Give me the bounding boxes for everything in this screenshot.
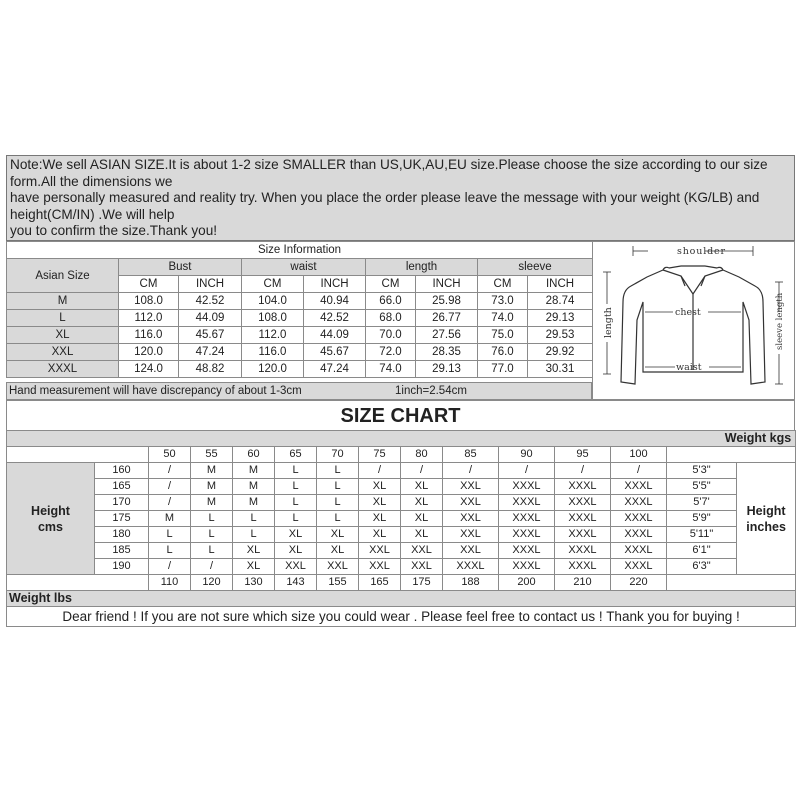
size-cell: XL	[401, 479, 443, 495]
measurement-cell: 45.67	[304, 344, 366, 361]
unit-header: CM	[242, 276, 304, 293]
measurement-cell: 112.0	[119, 310, 179, 327]
unit-header: INCH	[416, 276, 478, 293]
measurement-cell: 44.09	[304, 327, 366, 344]
kg-value: 100	[611, 447, 667, 463]
size-cell: L	[233, 527, 275, 543]
lbs-value: 188	[443, 575, 499, 591]
size-cell: M	[233, 463, 275, 479]
lbs-value: 130	[233, 575, 275, 591]
measurement-cell: 116.0	[119, 327, 179, 344]
measurement-cell: 28.35	[416, 344, 478, 361]
kg-value: 95	[555, 447, 611, 463]
height-row	[7, 527, 796, 543]
size-cell: L	[191, 511, 233, 527]
size-cell: XL	[401, 495, 443, 511]
size-cell: /	[149, 479, 191, 495]
lbs-values-row	[7, 575, 796, 591]
measurement-cell: 74.0	[366, 361, 416, 378]
size-cell: XXXL	[499, 527, 555, 543]
height-cms-line: cms	[37, 519, 64, 534]
weight-lbs-row	[7, 591, 796, 607]
size-cell: L	[191, 543, 233, 559]
measurement-cell: 29.53	[528, 327, 593, 344]
shirt-measurement-diagram	[592, 241, 795, 400]
size-note	[6, 155, 795, 241]
size-cell: M	[191, 495, 233, 511]
height-row	[7, 463, 796, 479]
size-cell: XXXL	[555, 559, 611, 575]
kg-value: 80	[401, 447, 443, 463]
unit-header: INCH	[304, 276, 366, 293]
kg-value: 55	[191, 447, 233, 463]
note-line: you to confirm the size.Thank you!	[10, 223, 218, 238]
size-cell: XXL	[443, 479, 499, 495]
size-cell: XXXL	[611, 543, 667, 559]
height-row	[7, 543, 796, 559]
measurement-cell: 25.98	[416, 293, 478, 310]
footer-row	[7, 607, 796, 627]
height-cm-value: 185	[95, 543, 149, 559]
empty-cell	[667, 575, 796, 591]
size-row	[7, 361, 593, 378]
weight-kgs-header-row	[7, 431, 796, 447]
measurement-cell: 112.0	[242, 327, 304, 344]
chest-label: chest	[675, 307, 701, 318]
size-cell: XXXL	[499, 543, 555, 559]
size-cell: XXXL	[611, 479, 667, 495]
group-header: length	[366, 259, 478, 276]
note-line: have personally measured and reality try. When you place the order please leave the message with your weight (KG/LB) and height(CM/IN) .We will help	[10, 190, 760, 222]
measurement-cell: 45.67	[179, 327, 242, 344]
measurement-cell: 116.0	[242, 344, 304, 361]
size-cell: /	[191, 559, 233, 575]
unit-header: CM	[478, 276, 528, 293]
size-label-cell: XXL	[7, 344, 119, 361]
size-cell: XXXL	[499, 495, 555, 511]
group-header: waist	[242, 259, 366, 276]
kg-values-row	[7, 447, 796, 463]
size-cell: XXL	[443, 495, 499, 511]
size-cell: XXXL	[611, 527, 667, 543]
size-cell: L	[191, 527, 233, 543]
empty-cell	[7, 575, 149, 591]
height-row	[7, 479, 796, 495]
shoulder-label: shoulder	[677, 246, 725, 257]
size-cell: XXXL	[555, 527, 611, 543]
measurement-cell: 72.0	[366, 344, 416, 361]
measurement-cell: 29.13	[416, 361, 478, 378]
lbs-value: 110	[149, 575, 191, 591]
size-cell: L	[317, 495, 359, 511]
size-cell: XL	[359, 527, 401, 543]
length-label: length	[603, 307, 614, 338]
height-inch-value: 5'9"	[667, 511, 737, 527]
size-cell: XXL	[359, 559, 401, 575]
lbs-value: 175	[401, 575, 443, 591]
size-label-cell: M	[7, 293, 119, 310]
measurement-cell: 75.0	[478, 327, 528, 344]
weight-lbs-label: Weight lbs	[7, 591, 796, 607]
empty-cell	[7, 447, 149, 463]
size-cell: /	[401, 463, 443, 479]
measurement-cell: 28.74	[528, 293, 593, 310]
height-inch-value: 6'3"	[667, 559, 737, 575]
size-cell: XXXL	[443, 559, 499, 575]
size-chart-title: SIZE CHART	[6, 400, 795, 430]
measurement-cell: 73.0	[478, 293, 528, 310]
size-cell: XL	[233, 543, 275, 559]
measurement-cell: 74.0	[478, 310, 528, 327]
unit-header: CM	[366, 276, 416, 293]
size-label-cell: L	[7, 310, 119, 327]
size-cell: M	[233, 495, 275, 511]
measurement-cell: 30.31	[528, 361, 593, 378]
height-row	[7, 559, 796, 575]
sleeve-length-label: sleeve length	[775, 292, 785, 350]
size-cell: L	[149, 527, 191, 543]
size-cell: XXL	[443, 543, 499, 559]
shirt-icon	[593, 242, 794, 399]
kg-value: 65	[275, 447, 317, 463]
measurement-cell: 104.0	[242, 293, 304, 310]
kg-value: 90	[499, 447, 555, 463]
measurement-cell: 120.0	[119, 344, 179, 361]
size-cell: /	[149, 495, 191, 511]
lbs-value: 210	[555, 575, 611, 591]
group-header: sleeve	[478, 259, 593, 276]
size-cell: L	[233, 511, 275, 527]
empty-cell	[667, 447, 796, 463]
size-cell: L	[149, 543, 191, 559]
weight-kgs-label: Weight kgs	[7, 431, 796, 447]
size-cell: XXXL	[499, 511, 555, 527]
size-cell: XL	[317, 543, 359, 559]
height-cms-label	[7, 463, 95, 575]
height-cms-line: Height	[31, 503, 70, 518]
measurement-cell: 70.0	[366, 327, 416, 344]
measurement-cell: 42.52	[179, 293, 242, 310]
height-inch-value: 5'7'	[667, 495, 737, 511]
size-cell: /	[443, 463, 499, 479]
lbs-value: 165	[359, 575, 401, 591]
height-cm-value: 180	[95, 527, 149, 543]
size-cell: /	[499, 463, 555, 479]
measurement-cell: 76.0	[478, 344, 528, 361]
size-cell: XL	[275, 527, 317, 543]
size-label-cell: XL	[7, 327, 119, 344]
height-cm-value: 165	[95, 479, 149, 495]
measurement-cell: 108.0	[119, 293, 179, 310]
waist-label: waist	[676, 362, 702, 373]
size-cell: XXL	[443, 511, 499, 527]
height-row	[7, 511, 796, 527]
size-cell: M	[233, 479, 275, 495]
size-cell: XXXL	[611, 495, 667, 511]
measurement-cell: 47.24	[304, 361, 366, 378]
size-cell: XL	[317, 527, 359, 543]
measurement-cell: 40.94	[304, 293, 366, 310]
size-row	[7, 344, 593, 361]
size-cell: XL	[401, 527, 443, 543]
height-inch-value: 5'3"	[667, 463, 737, 479]
size-cell: /	[149, 559, 191, 575]
inch-conversion-note: 1inch=2.54cm	[395, 385, 467, 397]
size-cell: /	[555, 463, 611, 479]
measurement-cell: 120.0	[242, 361, 304, 378]
height-inch-value: 6'1"	[667, 543, 737, 559]
size-cell: XXXL	[555, 511, 611, 527]
measurement-cell: 26.77	[416, 310, 478, 327]
measurement-cell: 77.0	[478, 361, 528, 378]
height-cm-value: 160	[95, 463, 149, 479]
measurement-cell: 29.13	[528, 310, 593, 327]
size-cell: XXL	[359, 543, 401, 559]
size-information-table	[6, 241, 593, 378]
size-cell: L	[317, 463, 359, 479]
measurement-cell: 42.52	[304, 310, 366, 327]
size-chart-table	[6, 430, 796, 627]
unit-header: INCH	[528, 276, 593, 293]
size-cell: XXL	[401, 559, 443, 575]
size-row	[7, 327, 593, 344]
lbs-value: 155	[317, 575, 359, 591]
size-cell: L	[275, 511, 317, 527]
measurement-cell: 124.0	[119, 361, 179, 378]
measurement-cell: 108.0	[242, 310, 304, 327]
size-cell: XXXL	[555, 495, 611, 511]
lbs-value: 143	[275, 575, 317, 591]
size-cell: XXL	[317, 559, 359, 575]
height-row	[7, 495, 796, 511]
kg-value: 70	[317, 447, 359, 463]
size-cell: XXXL	[499, 479, 555, 495]
size-cell: L	[275, 479, 317, 495]
note-line: Note:We sell ASIAN SIZE.It is about 1-2 size SMALLER than US,UK,AU,EU size.Please choose the size according to our size form.All the dimensions we	[10, 157, 768, 189]
measurement-cell: 29.92	[528, 344, 593, 361]
hand-measurement-note: Hand measurement will have discrepancy of about 1-3cm	[9, 385, 302, 397]
size-cell: XXL	[275, 559, 317, 575]
size-cell: L	[275, 495, 317, 511]
size-cell: M	[149, 511, 191, 527]
kg-value: 85	[443, 447, 499, 463]
size-row	[7, 310, 593, 327]
size-cell: XL	[359, 495, 401, 511]
size-cell: XXXL	[499, 559, 555, 575]
size-cell: L	[317, 479, 359, 495]
size-cell: XXL	[401, 543, 443, 559]
size-cell: /	[149, 463, 191, 479]
size-cell: XL	[233, 559, 275, 575]
measurement-cell: 27.56	[416, 327, 478, 344]
size-cell: XXXL	[611, 559, 667, 575]
height-inch-value: 5'5"	[667, 479, 737, 495]
lbs-value: 200	[499, 575, 555, 591]
size-cell: /	[359, 463, 401, 479]
size-cell: /	[611, 463, 667, 479]
kg-value: 50	[149, 447, 191, 463]
size-cell: XXXL	[555, 479, 611, 495]
unit-header: INCH	[179, 276, 242, 293]
size-cell: XXL	[443, 527, 499, 543]
measurement-cell: 48.82	[179, 361, 242, 378]
measurement-cell: 66.0	[366, 293, 416, 310]
group-header: Bust	[119, 259, 242, 276]
unit-header: CM	[119, 276, 179, 293]
size-label-cell: XXXL	[7, 361, 119, 378]
asian-size-header: Asian Size	[7, 259, 119, 293]
size-cell: XL	[275, 543, 317, 559]
height-inches-label	[737, 463, 796, 575]
measurement-note-row	[6, 382, 592, 400]
lbs-value: 220	[611, 575, 667, 591]
measurement-cell: 44.09	[179, 310, 242, 327]
size-cell: XXXL	[555, 543, 611, 559]
height-cm-value: 170	[95, 495, 149, 511]
size-cell: M	[191, 479, 233, 495]
height-cm-value: 175	[95, 511, 149, 527]
size-cell: XXXL	[611, 511, 667, 527]
size-information-title: Size Information	[7, 242, 593, 259]
size-row	[7, 293, 593, 310]
footer-message: Dear friend ! If you are not sure which size you could wear . Please feel free to contact us ! Thank you for buying !	[7, 607, 796, 627]
kg-value: 60	[233, 447, 275, 463]
kg-value: 75	[359, 447, 401, 463]
size-cell: L	[317, 511, 359, 527]
size-cell: XL	[359, 511, 401, 527]
size-cell: L	[275, 463, 317, 479]
measurement-cell: 47.24	[179, 344, 242, 361]
measurement-cell: 68.0	[366, 310, 416, 327]
height-cm-value: 190	[95, 559, 149, 575]
size-cell: XL	[401, 511, 443, 527]
lbs-value: 120	[191, 575, 233, 591]
height-inches-line: Height	[746, 503, 786, 518]
size-cell: M	[191, 463, 233, 479]
size-cell: XL	[359, 479, 401, 495]
height-inch-value: 5'11"	[667, 527, 737, 543]
height-inches-line: inches	[746, 519, 786, 534]
